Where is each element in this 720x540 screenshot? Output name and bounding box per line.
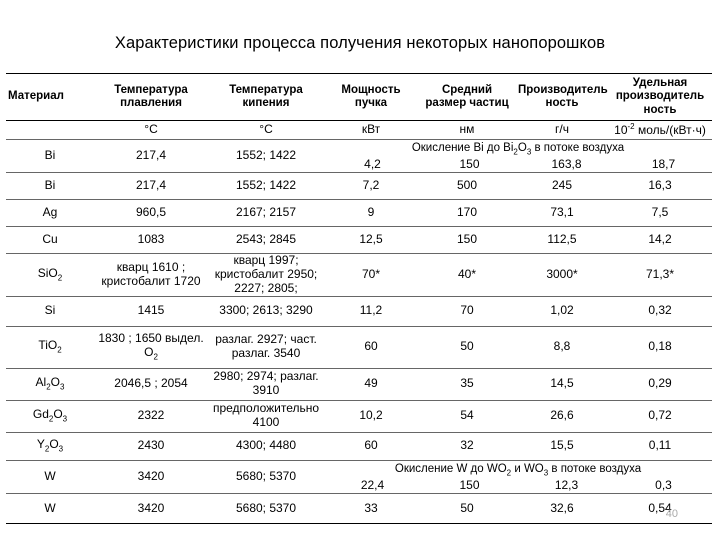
oxidation-cell xyxy=(324,460,712,493)
cell-specific: 0,29 xyxy=(608,368,712,400)
cell-specific: 0,54 xyxy=(608,493,712,523)
cell-boiling: кварц 1997; кристобалит 2950; 2227; 2805; xyxy=(208,254,324,296)
cell-melting: 2046,5 ; 2054 xyxy=(94,368,208,400)
table-row xyxy=(6,493,712,523)
cell-melting: 3420 xyxy=(94,460,208,493)
header-melting: Температура плавления xyxy=(94,74,208,121)
cell-power: 9 xyxy=(324,200,418,227)
table-body xyxy=(6,140,712,524)
cell-material: $Al_2O_3$ xyxy=(6,368,94,400)
cell-melting: кварц 1610 ; кристобалит 1720 xyxy=(94,254,208,296)
cell-boiling: 1552; 1422 xyxy=(208,140,324,173)
table-row xyxy=(6,254,712,296)
unit-boiling: °C xyxy=(208,121,324,140)
cell-productivity: 26,6 xyxy=(516,400,608,432)
unit-productivity: г/ч xyxy=(516,121,608,140)
unit-specific xyxy=(608,121,712,140)
cell-particle: 70 xyxy=(418,296,516,326)
table-row xyxy=(6,227,712,254)
cell-productivity: 12,3 xyxy=(554,478,579,493)
cell-specific: 14,2 xyxy=(608,227,712,254)
cell-power: 7,2 xyxy=(324,173,418,200)
header-boiling: Температура кипения xyxy=(208,74,324,121)
cell-boiling: 1552; 1422 xyxy=(208,173,324,200)
cell-power: 11,2 xyxy=(324,296,418,326)
cell-power: 12,5 xyxy=(324,227,418,254)
oxidation-cell xyxy=(324,140,712,173)
cell-particle: 32 xyxy=(418,432,516,460)
table-row xyxy=(6,460,712,493)
cell-boiling: 2543; 2845 xyxy=(208,227,324,254)
cell-power: 60 xyxy=(324,326,418,368)
cell-productivity: 15,5 xyxy=(516,432,608,460)
table-header-row xyxy=(6,74,712,121)
cell-particle: 54 xyxy=(418,400,516,432)
header-productivity: Производитель ность xyxy=(516,74,608,121)
unit-material xyxy=(6,121,94,140)
header-power: Мощность пучка xyxy=(324,74,418,121)
cell-boiling: 2167; 2157 xyxy=(208,200,324,227)
cell-particle: 50 xyxy=(418,326,516,368)
cell-boiling: 5680; 5370 xyxy=(208,493,324,523)
cell-power: 70* xyxy=(324,254,418,296)
cell-material: $Y_2O_3$ xyxy=(6,432,94,460)
cell-melting: 217,4 xyxy=(94,140,208,173)
cell-boiling: 5680; 5370 xyxy=(208,460,324,493)
cell-material: W xyxy=(6,460,94,493)
cell-productivity: 1,02 xyxy=(516,296,608,326)
header-particle: Средний размер частиц xyxy=(418,74,516,121)
cell-melting: 2322 xyxy=(94,400,208,432)
cell-melting: 1415 xyxy=(94,296,208,326)
cell-specific: 18,7 xyxy=(651,157,676,172)
cell-productivity: 14,5 xyxy=(516,368,608,400)
cell-boiling: 2980; 2974; разлаг. 3910 xyxy=(208,368,324,400)
oxidation-note: Окисление W до $WO_2$ и $WO_3$ в потоке воздуха xyxy=(394,462,642,477)
header-specific: Удельная производитель ность xyxy=(608,74,712,121)
cell-productivity: 73,1 xyxy=(516,200,608,227)
table-row xyxy=(6,326,712,368)
cell-material: Si xyxy=(6,296,94,326)
cell-material: Bi xyxy=(6,173,94,200)
table-row xyxy=(6,140,712,173)
cell-melting: 2430 xyxy=(94,432,208,460)
cell-melting: 960,5 xyxy=(94,200,208,227)
cell-particle: 170 xyxy=(418,200,516,227)
cell-specific: 7,5 xyxy=(608,200,712,227)
cell-boiling: 4300; 4480 xyxy=(208,432,324,460)
cell-melting: 1830 ; 1650 выдел. $O_2$ xyxy=(94,326,208,368)
unit-power: кВт xyxy=(324,121,418,140)
cell-particle: 50 xyxy=(418,493,516,523)
page-number: 40 xyxy=(665,508,678,520)
unit-specific-text: $10^{-2}$ моль/(кВт·ч) xyxy=(614,122,706,138)
cell-material: W xyxy=(6,493,94,523)
cell-material: TiO$_2$ xyxy=(6,326,94,368)
table-row xyxy=(6,432,712,460)
cell-material: Cu xyxy=(6,227,94,254)
cell-power: 22,4 xyxy=(360,478,385,493)
table-row xyxy=(6,400,712,432)
cell-specific: 0,32 xyxy=(608,296,712,326)
cell-melting: 1083 xyxy=(94,227,208,254)
cell-specific: 0,11 xyxy=(608,432,712,460)
cell-particle: 150 xyxy=(459,478,480,493)
cell-power: 4,2 xyxy=(364,157,381,172)
cell-power: 60 xyxy=(324,432,418,460)
cell-productivity: 32,6 xyxy=(516,493,608,523)
cell-particle: 500 xyxy=(418,173,516,200)
cell-material: Bi xyxy=(6,140,94,173)
cell-boiling: предположительно 4100 xyxy=(208,400,324,432)
cell-material: $Gd_2O_3$ xyxy=(6,400,94,432)
cell-specific: 71,3* xyxy=(608,254,712,296)
unit-melting: °C xyxy=(94,121,208,140)
units-row xyxy=(6,121,712,140)
cell-productivity: 112,5 xyxy=(516,227,608,254)
cell-productivity: 3000* xyxy=(516,254,608,296)
table-row xyxy=(6,296,712,326)
cell-particle: 150 xyxy=(418,227,516,254)
slide-title: Характеристики процесса получения некоторых нанопорошков xyxy=(114,34,606,52)
cell-specific: 0,18 xyxy=(608,326,712,368)
cell-material: SiO$_2$ xyxy=(6,254,94,296)
cell-productivity: 163,8 xyxy=(551,157,582,172)
nanopowder-table xyxy=(6,73,712,524)
cell-power: 49 xyxy=(324,368,418,400)
cell-melting: 217,4 xyxy=(94,173,208,200)
cell-melting: 3420 xyxy=(94,493,208,523)
table-row xyxy=(6,173,712,200)
unit-particle: нм xyxy=(418,121,516,140)
oxidation-note: Окисление Bi до $Bi_2O_3$ в потоке воздуха xyxy=(411,142,625,157)
cell-power: 33 xyxy=(324,493,418,523)
cell-particle: 35 xyxy=(418,368,516,400)
cell-particle: 40* xyxy=(418,254,516,296)
cell-boiling: разлаг. 2927; част. разлаг. 3540 xyxy=(208,326,324,368)
cell-specific: 0,72 xyxy=(608,400,712,432)
cell-boiling: 3300; 2613; 3290 xyxy=(208,296,324,326)
cell-productivity: 245 xyxy=(516,173,608,200)
table-row xyxy=(6,200,712,227)
cell-material: Ag xyxy=(6,200,94,227)
cell-specific: 0,3 xyxy=(655,478,672,493)
header-material: Материал xyxy=(6,74,94,121)
cell-power: 10,2 xyxy=(324,400,418,432)
table-row xyxy=(6,368,712,400)
cell-specific: 16,3 xyxy=(608,173,712,200)
cell-particle: 150 xyxy=(459,157,480,172)
cell-productivity: 8,8 xyxy=(516,326,608,368)
